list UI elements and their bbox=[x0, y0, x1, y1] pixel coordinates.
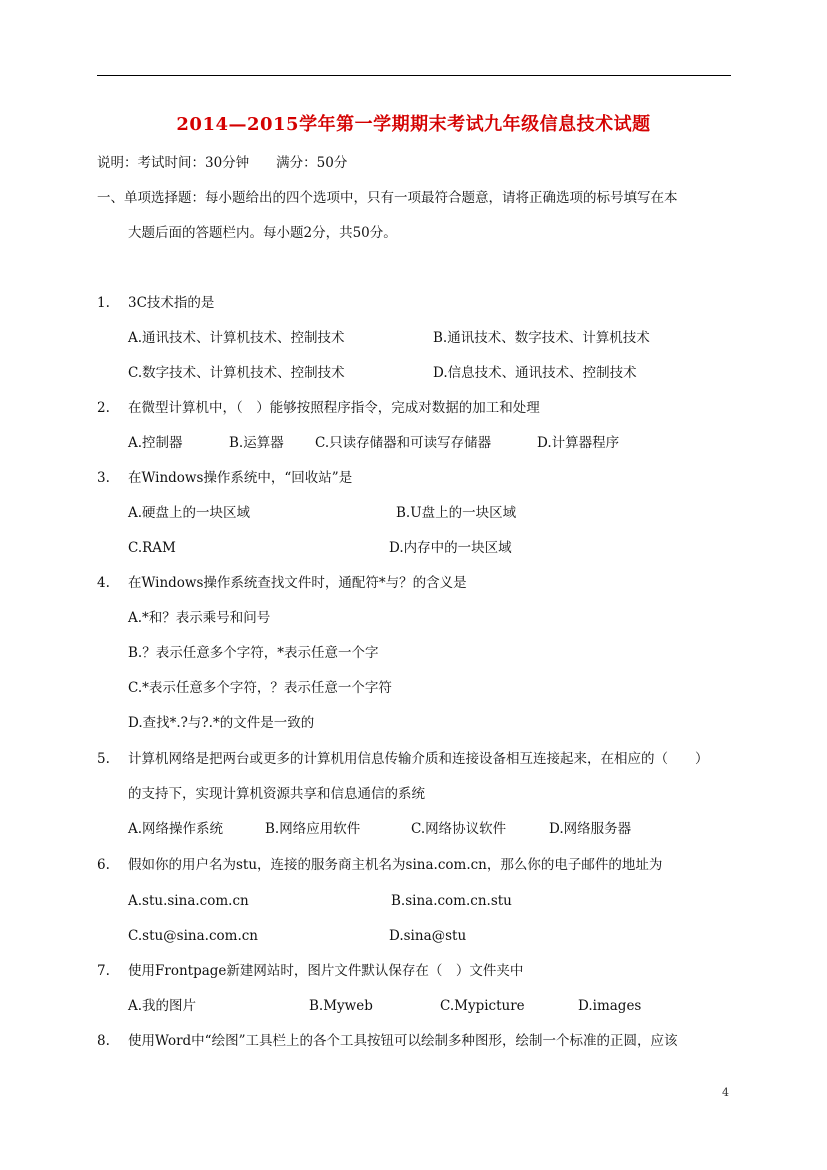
question-number: 5. bbox=[97, 751, 110, 767]
option-a: A.我的图片 bbox=[128, 998, 197, 1014]
exam-info: 说明：考试时间：30分钟 满分：50分 bbox=[97, 155, 348, 171]
option-d: D.images bbox=[578, 998, 642, 1014]
option-c: C.Mypicture bbox=[440, 998, 525, 1014]
question-number: 6. bbox=[97, 857, 110, 873]
question-stem: 计算机网络是把两台或更多的计算机用信息传输介质和连接设备相互连接起来，在相应的（ ） bbox=[128, 751, 709, 767]
question-number: 2. bbox=[97, 400, 110, 416]
option-b: B.运算器 bbox=[229, 435, 284, 451]
question-number: 3. bbox=[97, 470, 110, 486]
question-stem: 使用Frontpage新建网站时，图片文件默认保存在（ ）文件夹中 bbox=[128, 963, 524, 979]
section-instructions-line2: 大题后面的答题栏内。每小题2分，共50分。 bbox=[128, 225, 397, 241]
question-stem-continued: 的支持下，实现计算机资源共享和信息通信的系统 bbox=[128, 786, 425, 802]
option-d: D.内存中的一块区域 bbox=[389, 540, 512, 556]
option-c: C.数字技术、计算机技术、控制技术 bbox=[128, 365, 345, 381]
question-stem: 3C技术指的是 bbox=[128, 295, 215, 311]
option-a: A.网络操作系统 bbox=[128, 821, 224, 837]
option-c: C.网络协议软件 bbox=[411, 821, 507, 837]
option-a: A.*和？表示乘号和问号 bbox=[128, 610, 271, 626]
option-d: D.计算器程序 bbox=[537, 435, 620, 451]
option-b: B.？表示任意多个字符，*表示任意一个字 bbox=[128, 645, 379, 661]
option-b: B.U盘上的一块区域 bbox=[396, 505, 517, 521]
header-rule bbox=[97, 75, 731, 76]
option-d: D.网络服务器 bbox=[549, 821, 632, 837]
exam-title: 2014—2015学年第一学期期末考试九年级信息技术试题 bbox=[176, 114, 651, 135]
section-instructions-line1: 一、单项选择题：每小题给出的四个选项中，只有一项最符合题意，请将正确选项的标号填写在本 bbox=[97, 190, 678, 206]
question-number: 4. bbox=[97, 575, 110, 591]
question-number: 1. bbox=[97, 295, 110, 311]
question-stem: 使用Word中“绘图”工具栏上的各个工具按钮可以绘制多种图形，绘制一个标准的正圆，应该 bbox=[128, 1033, 678, 1049]
option-b: B.通讯技术、数字技术、计算机技术 bbox=[433, 330, 650, 346]
option-b: B.sina.com.cn.stu bbox=[391, 893, 512, 909]
option-a: A.stu.sina.com.cn bbox=[128, 893, 249, 909]
option-c: C.stu@sina.com.cn bbox=[128, 928, 259, 944]
option-a: A.通讯技术、计算机技术、控制技术 bbox=[128, 330, 345, 346]
question-stem: 在Windows操作系统中，“回收站”是 bbox=[128, 470, 353, 486]
question-stem: 假如你的用户名为stu，连接的服务商主机名为sina.com.cn，那么你的电子邮件的地址为 bbox=[128, 857, 663, 873]
option-c: C.RAM bbox=[128, 540, 176, 556]
page-number: 4 bbox=[722, 1086, 729, 1099]
question-number: 7. bbox=[97, 963, 110, 979]
option-d: D.查找*.?与?.*的文件是一致的 bbox=[128, 715, 315, 731]
question-number: 8. bbox=[97, 1033, 110, 1049]
option-a: A.硬盘上的一块区域 bbox=[128, 505, 251, 521]
option-c: C.只读存储器和可读写存储器 bbox=[315, 435, 492, 451]
option-c: C.*表示任意多个字符，？表示任意一个字符 bbox=[128, 680, 392, 696]
option-b: B.网络应用软件 bbox=[265, 821, 361, 837]
option-d: D.信息技术、通讯技术、控制技术 bbox=[433, 365, 637, 381]
question-stem: 在Windows操作系统查找文件时，通配符*与？的含义是 bbox=[128, 575, 467, 591]
question-stem: 在微型计算机中，（ ）能够按照程序指令，完成对数据的加工和处理 bbox=[128, 400, 540, 416]
option-a: A.控制器 bbox=[128, 435, 183, 451]
option-b: B.Myweb bbox=[309, 998, 373, 1014]
option-d: D.sina@stu bbox=[389, 928, 467, 944]
